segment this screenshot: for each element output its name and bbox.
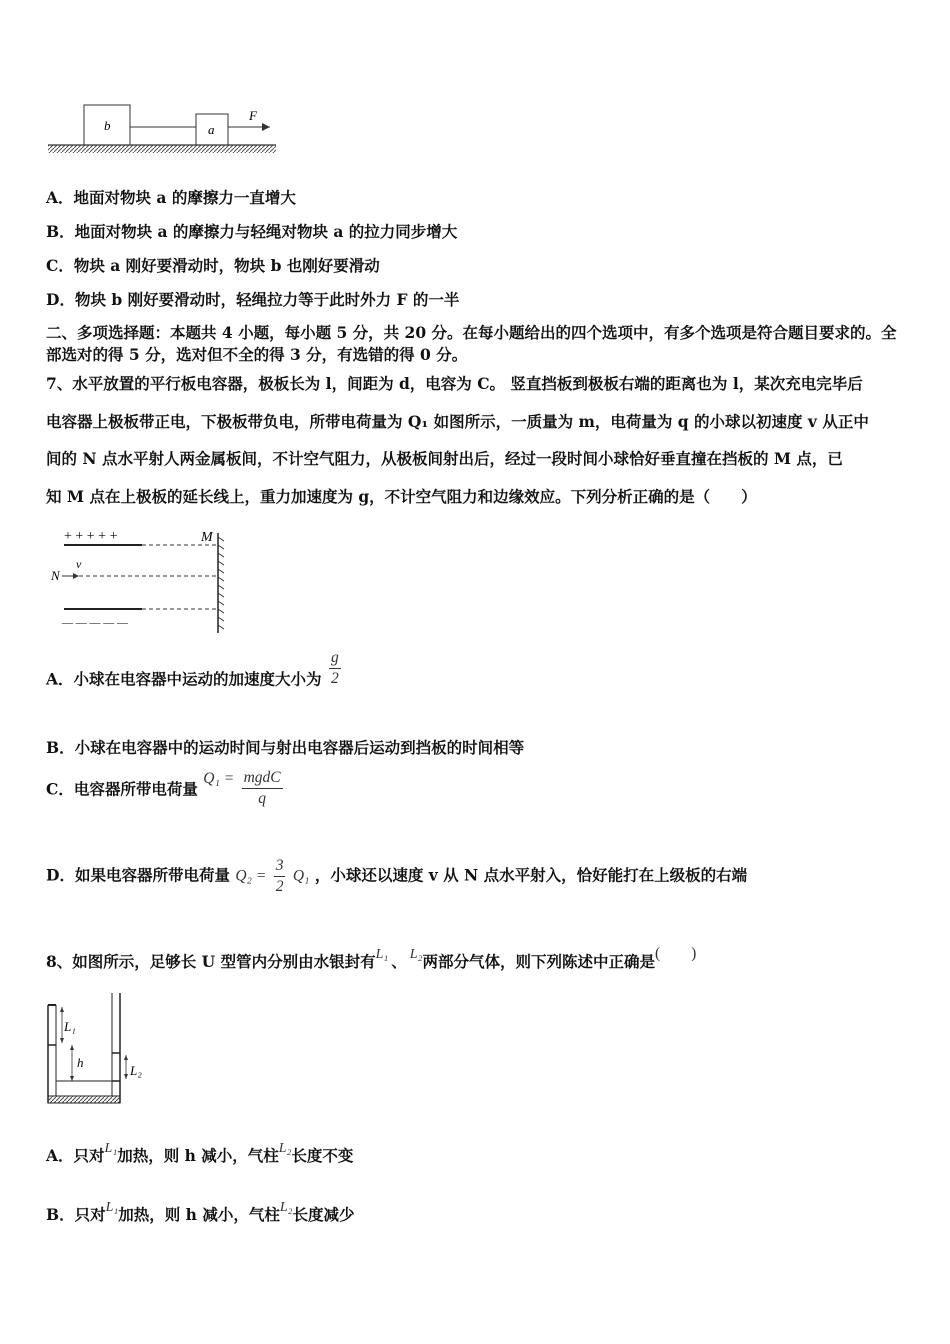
- q7-stem-line-4: 知 M 点在上极板的延长线上，重力加速度为 g，不计空气阻力和边缘效应。下列分析正确的是（ ）: [46, 487, 757, 506]
- section-title: 二、多项选择题：本题共 4 小题，每小题 5 分，共 20 分。在每小题给出的四个选项中，有多个选项是符合题目要求的。全部选对的得 5 分，选对但不全的得 3 分，有选错的得 0 分。: [46, 323, 897, 364]
- fraction-denominator: q: [258, 790, 266, 807]
- fraction-3-over-2: [274, 856, 286, 897]
- q7-stem-line-1: 7、水平放置的平行板电容器，极板长为 l，间距为 d，电容为 C。 竖直挡板到极板右端的距离也为 l，某次充电完毕后: [46, 374, 863, 393]
- q8-stem-part-2: 两部分气体，则下列陈述中正确是: [422, 952, 655, 971]
- capacitor-figure: [50, 525, 240, 635]
- q7-option-d-rest: ，小球还以速度 v 从 N 点水平射入，恰好能打在上级板的右端: [314, 865, 748, 885]
- q6-option-a: A．地面对物块 a 的摩擦力一直增大: [46, 188, 296, 207]
- fraction-numerator: mgdC: [242, 768, 283, 789]
- l2-symbol: L₂: [409, 947, 423, 962]
- l1-symbol: L₁: [375, 947, 389, 962]
- l1-symbol: L₁: [105, 1200, 119, 1215]
- u-tube-figure: [44, 993, 164, 1108]
- v-label: v: [76, 557, 82, 571]
- q7-option-c: [46, 770, 285, 811]
- q8-separator: 、: [391, 952, 407, 971]
- q6-option-b: B．地面对物块 a 的摩擦力与轻绳对物块 a 的拉力同步增大: [46, 222, 458, 241]
- plus-charges: + + + + +: [64, 529, 118, 544]
- l1-label: L₁: [64, 1019, 76, 1034]
- q7-option-d: [46, 856, 747, 897]
- q7-option-d-text: D．如果电容器所带电荷量: [46, 865, 230, 885]
- q7-option-c-text: C．电容器所带电荷量: [46, 779, 198, 799]
- q8-stem: [46, 945, 697, 972]
- q7-stem-line-2: 电容器上极板带正电，下极板带负电，所带电荷量为 Q₁ 如图所示，一质量为 m，电荷量为 q 的小球以初速度 v 从正中: [46, 412, 869, 431]
- fraction-g-over-2: [329, 648, 341, 689]
- q1-symbol: Q₁: [292, 867, 310, 885]
- fraction-numerator: g: [329, 648, 341, 669]
- force-label: F: [249, 108, 257, 123]
- q8-option-a: [46, 1141, 354, 1166]
- q7-option-a-text: A．小球在电容器中运动的加速度大小为: [46, 669, 322, 689]
- q7-option-b: B．小球在电容器中的运动时间与射出电容器后运动到挡板的时间相等: [46, 738, 525, 757]
- blocks-figure: [46, 100, 286, 160]
- l2-label: L₂: [130, 1063, 142, 1078]
- l2-symbol: L₂: [278, 1141, 292, 1156]
- fraction-numerator: 3: [274, 856, 286, 877]
- q7-stem-line-3: 间的 N 点水平射人两金属板间，不计空气阻力，从极板间射出后，经过一段时间小球恰好垂直撞在挡板的 M 点，已: [46, 449, 843, 468]
- block-b-label: b: [104, 118, 111, 133]
- n-label: N: [51, 568, 60, 583]
- h-label: h: [77, 1055, 84, 1070]
- q8-option-a-part-3: 长度不变: [291, 1146, 354, 1165]
- fraction-denominator: 2: [275, 878, 284, 895]
- m-label: M: [201, 530, 213, 545]
- q6-option-d: D．物块 b 刚好要滑动时，轻绳拉力等于此时外力 F 的一半: [46, 290, 460, 309]
- q8-option-b-part-1: B．只对: [46, 1205, 106, 1224]
- fraction-denominator: 2: [330, 670, 339, 687]
- l1-symbol: L₁: [104, 1141, 118, 1156]
- q8-option-b: [46, 1200, 355, 1225]
- minus-charges: — — — — —: [62, 617, 128, 629]
- q8-option-b-part-3: 长度减少: [292, 1205, 355, 1224]
- q7-option-a: [46, 649, 343, 701]
- l2-symbol: L₂: [279, 1200, 293, 1215]
- q8-option-a-part-1: A．只对: [46, 1146, 105, 1165]
- block-a-label: a: [208, 122, 215, 137]
- q8-option-b-part-2: 加热，则 h 减小，气柱: [118, 1205, 280, 1224]
- q8-option-a-part-2: 加热，则 h 减小，气柱: [117, 1146, 279, 1165]
- q8-stem-part-1: 8、如图所示，足够长 U 型管内分别由水银封有: [46, 952, 376, 971]
- q6-option-c: C．物块 a 刚好要滑动时，物块 b 也刚好要滑动: [46, 256, 380, 275]
- q2-symbol: Q₂ =: [235, 867, 267, 885]
- fraction-mgdc-over-q: [242, 768, 283, 809]
- q1-symbol: Q₁ =: [203, 769, 235, 787]
- q8-paren: ( ): [654, 945, 697, 962]
